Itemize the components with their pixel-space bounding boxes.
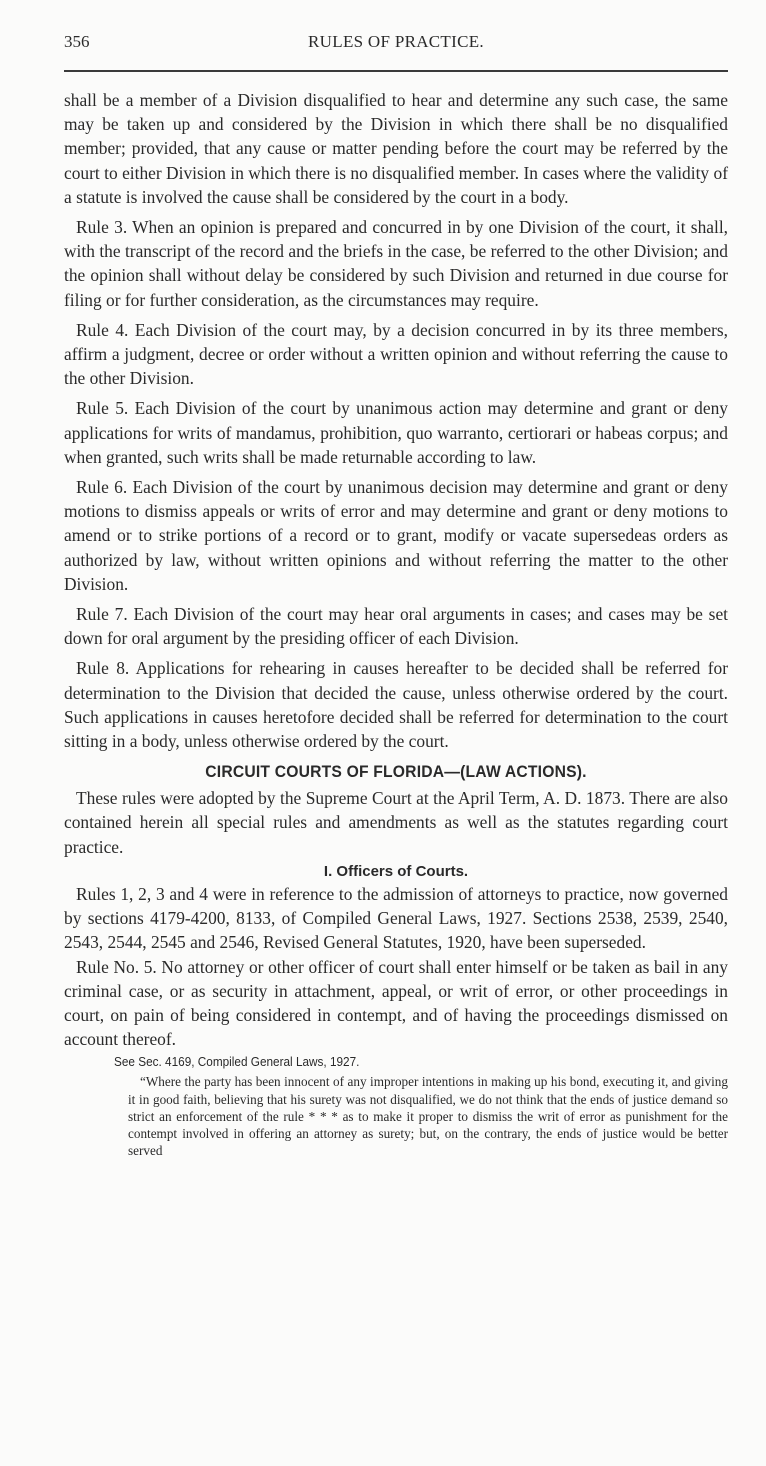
- header-rule: [64, 70, 728, 72]
- paragraph-rule-5: Rule 5. Each Division of the court by unanimous action may determine and grant or deny applications for writs of mandamus, prohibition, quo warranto, certiorari or habeas corpus; and when granted, such writs shall be made returnable according to law.: [64, 398, 728, 467]
- page-body: [64, 88, 728, 1159]
- subsection-heading: I. Officers of Courts.: [323, 862, 469, 880]
- section-intro: These rules were adopted by the Supreme Court at the April Term, A. D. 1873. There are also contained herein all special rules and amendments as well as the statutes regarding court practice.: [64, 788, 728, 857]
- paragraph-continuation: shall be a member of a Division disqualified to hear and determine any such case, the same may be taken up and considered by the Division in which there shall be no disqualified member; provided, that any cause or matter pending before the court may be referred by the court to either Division in which there is no disqualified member. In cases where the validity of a statute is involved the cause shall be considered by the court in a body.: [64, 90, 728, 207]
- running-title: RULES OF PRACTICE.: [308, 32, 484, 51]
- page-number: 356: [64, 32, 90, 51]
- section-heading: CIRCUIT COURTS OF FLORIDA—(LAW ACTIONS).: [205, 763, 587, 782]
- paragraph-rule-no-5: Rule No. 5. No attorney or other officer of court shall enter himself or be taken as bail in any criminal case, or as security in attachment, appeal, or writ of error, or other proceedings in court, on pain of being considered in contempt, and of having the proceedings dismissed on account thereof.: [64, 956, 728, 1050]
- paragraph-rules-1-4: Rules 1, 2, 3 and 4 were in reference to the admission of attorneys to practice, now governed by sections 4179-4200, 8133, of Compiled General Laws, 1927. Sections 2538, 2539, 2540, 2543, 2544, 2545 and 2546, Revised General Statutes, 1920, have been superseded.: [64, 883, 728, 953]
- statute-reference: See Sec. 4169, Compiled General Laws, 1927.: [114, 1054, 360, 1070]
- paragraph-rule-8: Rule 8. Applications for rehearing in causes hereafter to be decided shall be referred for determination to the Division that decided the cause, unless otherwise ordered by the court. Such applications in causes heretofore decided shall be referred for determination to the court sitting in a body, unless otherwise ordered by the court.: [64, 658, 728, 752]
- paragraph-rule-6: Rule 6. Each Division of the court by unanimous decision may determine and grant or deny motions to dismiss appeals or writs of error and may determine and grant or deny motions to amend or to strike portions of a record or to grant, modify or vacate supersedeas orders as authorized by law, without written opinions and without referring the matter to the other Division.: [64, 477, 728, 594]
- page-header: [64, 32, 728, 56]
- case-quotation: “Where the party has been innocent of any improper intentions in making up his bond, executing it, and giving it in good faith, believing that his surety was not disqualified, we do not think that the ends of justice demand so strict an enforcement of the rule * * * as to make it proper to dismiss the writ of error as punishment for the contempt involved in offering an attorney as surety; but, on the contrary, the ends of justice would be better served: [128, 1074, 728, 1159]
- paragraph-rule-7: Rule 7. Each Division of the court may hear oral arguments in cases; and cases may be set down for oral argument by the presiding officer of each Division.: [64, 604, 728, 649]
- paragraph-rule-3: Rule 3. When an opinion is prepared and concurred in by one Division of the court, it shall, with the transcript of the record and the briefs in the case, be referred to the other Division; and the opinion shall without delay be considered by such Division and returned in due course for filing or for further consideration, as the circumstances may require.: [64, 217, 728, 310]
- paragraph-rule-4: Rule 4. Each Division of the court may, by a decision concurred in by its three members, affirm a judgment, decree or order without a written opinion and without referring the cause to the other Division.: [64, 319, 728, 389]
